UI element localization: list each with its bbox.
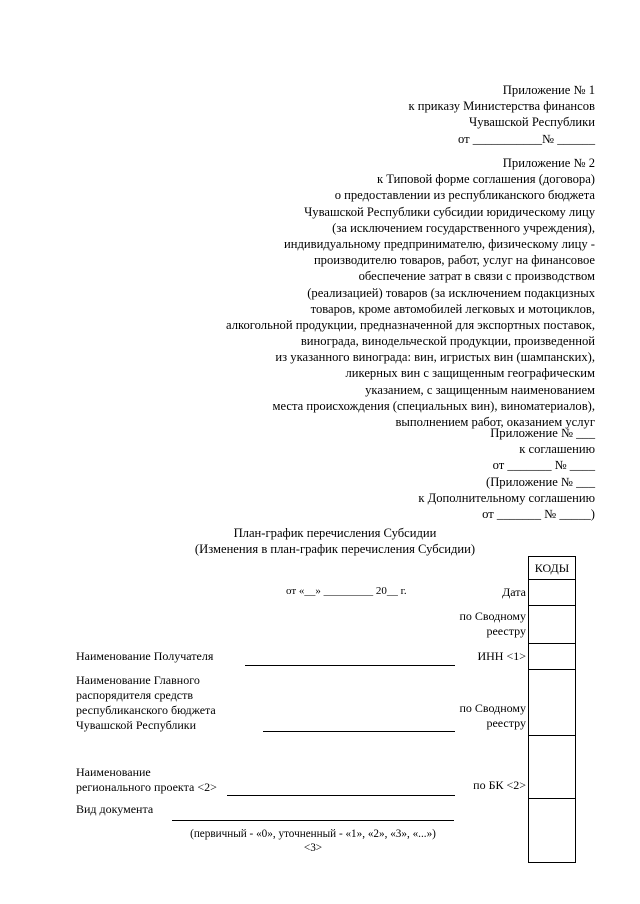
- appendix-2-line: индивидуальному предпринимателю, физическому лицу -: [284, 236, 595, 251]
- appendix-2-line: Приложение № 2: [502, 156, 595, 170]
- appendix-2-line: о предоставлении из республиканского бюджета: [334, 188, 595, 203]
- regional-project-field[interactable]: [227, 795, 455, 796]
- doc-type-label: Вид документа: [76, 802, 154, 816]
- form-date-line: от «__» _________ 20__ г.: [286, 585, 407, 597]
- svod-reestr-line: по Сводному: [459, 701, 526, 715]
- codes-header: КОДЫ: [534, 561, 570, 575]
- appendix-3-line: (Приложение № ___: [486, 474, 595, 489]
- appendix-2-line: Чувашской Республики субсидии юридическому лицу: [304, 204, 595, 219]
- appendix-3-header: [418, 425, 595, 522]
- appendix-2-line: обеспечение затрат в связи с производством: [358, 269, 595, 284]
- appendix-3-line: от _______ № ____: [492, 458, 595, 473]
- title-line-1: План-график перечисления Субсидии: [233, 526, 437, 540]
- svod-reestr-line: реестру: [486, 624, 526, 638]
- manager-label-line: республиканского бюджета: [76, 703, 216, 717]
- appendix-2-line: указанием, с защищенным наименованием: [365, 382, 595, 397]
- appendix-2-line: винограда, винодельческой продукции, произведенной: [300, 334, 595, 349]
- appendix-3-line: к Дополнительному соглашению: [418, 490, 595, 505]
- appendix-3-line: от _______ № _____): [482, 506, 595, 521]
- svod-reestr-label: [459, 609, 526, 639]
- code-cell-svod1: [529, 605, 575, 643]
- document-title: [170, 525, 500, 557]
- appendix-1-line: к приказу Министерства финансов: [408, 99, 595, 114]
- recipient-field[interactable]: [245, 665, 455, 666]
- appendix-2-line: к Типовой форме соглашения (договора): [376, 172, 595, 187]
- appendix-2-line: производителю товаров, работ, услуг на финансовое: [313, 253, 595, 268]
- code-cell-inn: [529, 643, 575, 669]
- appendix-1-line: Приложение № 1: [502, 83, 595, 97]
- appendix-2-header: [226, 155, 595, 430]
- doc-type-note-line: <3>: [303, 842, 323, 854]
- appendix-1-header: [408, 82, 595, 147]
- regional-project-line: регионального проекта <2>: [76, 780, 217, 794]
- appendix-1-line: Чувашской Республики: [469, 115, 595, 130]
- appendix-2-line: (реализацией) товаров (за исключением подакцизных: [307, 285, 595, 300]
- appendix-3-line: к соглашению: [519, 442, 595, 457]
- appendix-2-line: алкогольной продукции, предназначенной для экспортных поставок,: [226, 317, 595, 332]
- appendix-2-line: выполнением работ, оказанием услуг: [395, 415, 595, 429]
- appendix-2-line: из указанного винограда: вин, игристых вин (шампанских),: [275, 350, 595, 365]
- manager-label-line: распорядителя средств: [76, 688, 194, 702]
- code-cell-bk: [529, 735, 575, 798]
- appendix-3-line: Приложение № ___: [490, 426, 595, 440]
- svod-reestr-line: по Сводному: [459, 609, 526, 623]
- svod-reestr-line: реестру: [486, 716, 526, 730]
- appendix-2-line: товаров, кроме автомобилей легковых и мотоциклов,: [310, 301, 595, 316]
- manager-label: [76, 673, 216, 733]
- appendix-2-line: места происхождения (специальных вин), виноматериалов),: [272, 398, 595, 413]
- manager-label-line: Наименование Главного: [76, 673, 200, 687]
- svod-reestr-label: [459, 701, 526, 731]
- appendix-1-line: от ___________№ ______: [458, 131, 595, 146]
- code-cell-svod2: [529, 669, 575, 735]
- bk-label: по БК <2>: [473, 778, 526, 792]
- manager-label-line: Чувашской Республики: [76, 718, 197, 732]
- date-label: Дата: [502, 585, 526, 599]
- regional-project-label: [76, 765, 217, 795]
- appendix-2-line: ликерных вин с защищенным географическим: [345, 366, 595, 381]
- appendix-2-line: (за исключением государственного учреждения),: [332, 220, 595, 235]
- doc-type-note: [160, 827, 466, 855]
- doc-type-note-line: (первичный - «0», уточненный - «1», «2», «3», «...»): [190, 828, 436, 840]
- doc-type-field[interactable]: [172, 820, 454, 821]
- code-cell-doc-type: [529, 798, 575, 862]
- code-cell-date: [529, 579, 575, 605]
- inn-label: ИНН <1>: [477, 649, 526, 663]
- recipient-label: Наименование Получателя: [76, 649, 214, 663]
- title-line-2: (Изменения в план-график перечисления Субсидии): [194, 542, 476, 556]
- codes-table: [528, 556, 576, 863]
- regional-project-line: Наименование: [76, 765, 151, 779]
- manager-field[interactable]: [263, 731, 455, 732]
